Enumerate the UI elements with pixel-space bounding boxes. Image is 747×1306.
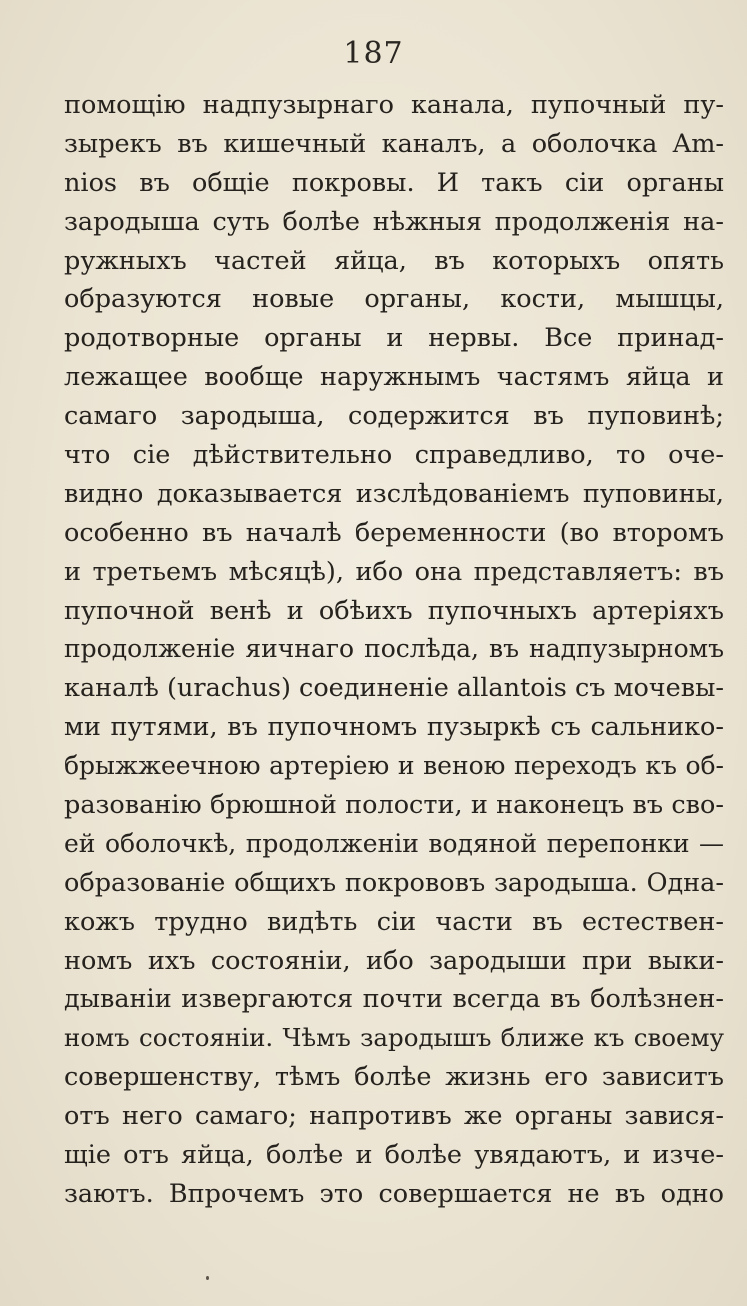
text-line: отъ него самаго; напротивъ же органы завися- <box>64 1101 724 1132</box>
text-line: номъ ихъ состояніи, ибо зародыши при выки- <box>64 945 724 976</box>
body-text <box>64 86 724 1214</box>
text-line: совершенству, тѣмъ болѣе жизнь его зависитъ <box>64 1062 724 1093</box>
text-line: родотворные органы и нервы. Все принад- <box>64 323 724 354</box>
text-line: видно доказывается изслѣдованіемъ пуповины, <box>64 478 724 509</box>
text-line: заютъ. Впрочемъ это совершается не въ одно <box>64 1178 724 1209</box>
text-line: зародыша суть болѣе нѣжныя продолженія на- <box>64 206 724 237</box>
text-line: пупочной венѣ и обѣихъ пупочныхъ артеріяхъ <box>64 595 724 626</box>
text-line: ружныхъ частей яйца, въ которыхъ опять <box>64 245 724 276</box>
text-line: каналѣ (urachus) соединеніе allantois съ мочевы- <box>64 673 725 704</box>
text-line: nios въ общіе покровы. И такъ сіи органы <box>64 167 724 198</box>
text-line: дываніи извергаются почти всегда въ болѣзнен- <box>64 984 724 1015</box>
text-line: кожъ трудно видѣть сіи части въ естествен- <box>64 906 724 937</box>
ink-speck <box>206 1276 209 1280</box>
text-line: ей оболочкѣ, продолженіи водяной перепонки — <box>64 828 724 858</box>
text-line: разованію брюшной полости, и наконецъ въ сво- <box>64 790 724 821</box>
text-line: ми путями, въ пупочномъ пузыркѣ съ сальнико- <box>64 712 724 743</box>
text-line: самаго зародыша, содержится въ пуповинѣ; <box>64 401 724 432</box>
text-line: образуются новые органы, кости, мышцы, <box>64 284 724 315</box>
text-line: лежащее вообще наружнымъ частямъ яйца и <box>64 362 724 393</box>
text-line: помощію надпузырнаго канала, пупочный пу- <box>64 90 724 120</box>
text-line: продолженіе яичнаго послѣда, въ надпузырномъ <box>64 634 724 664</box>
text-line: образованіе общихъ покрововъ зародыша. Одна- <box>64 867 724 898</box>
text-line: щіе отъ яйца, болѣе и болѣе увядаютъ, и изче- <box>64 1140 724 1171</box>
page-number: 187 <box>343 36 404 71</box>
text-line: особенно въ началѣ беременности (во второмъ <box>64 517 724 548</box>
text-line: что сіе дѣйствительно справедливо, то оче- <box>64 440 724 471</box>
text-line: зырекъ въ кишечный каналъ, а оболочка Am- <box>64 128 724 159</box>
text-line: брыжжеечною артеріею и веною переходъ къ об- <box>64 751 724 781</box>
text-line: номъ состояніи. Чѣмъ зародышъ ближе къ своему <box>64 1023 724 1053</box>
text-line: и третьемъ мѣсяцѣ), ибо она представляетъ: въ <box>64 556 724 587</box>
